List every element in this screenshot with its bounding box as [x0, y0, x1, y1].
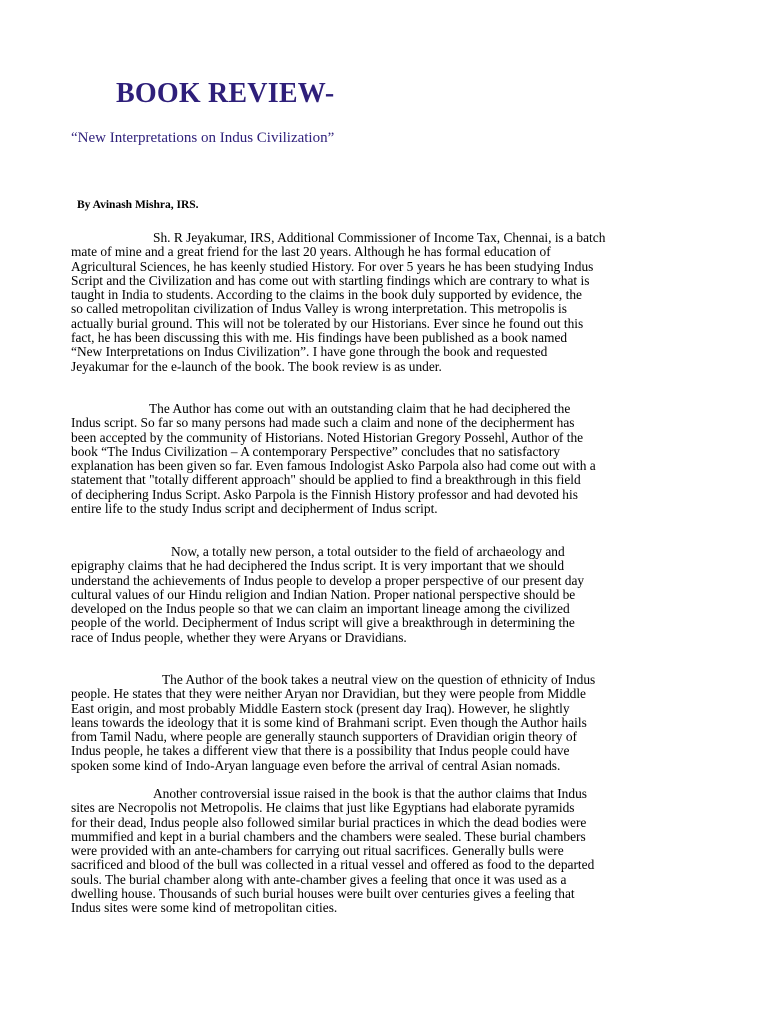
paragraph-line: Sh. R Jeyakumar, IRS, Additional Commissioner of Income Tax, Chennai, is a batch	[153, 230, 606, 245]
paragraph-line: developed on the Indus people so that we can claim an important lineage among the civilized	[71, 601, 570, 617]
paragraph-line: The Author of the book takes a neutral view on the question of ethnicity of Indus	[162, 672, 596, 687]
paragraph-line: from Tamil Nadu, where people are generally staunch supporters of Dravidian origin theory of	[71, 729, 578, 745]
paragraph-line: sacrificed and blood of the bull was collected in a ritual vessel and offered as food to the departed	[71, 857, 595, 873]
paragraph-line: Now, a totally new person, a total outsider to the field of archaeology and	[171, 544, 565, 559]
paragraph-2	[71, 402, 711, 516]
paragraph-line: understand the achievements of Indus people to develop a proper perspective of our present day	[71, 572, 585, 588]
paragraph-line: people. He states that they were neither Aryan nor Dravidian, but they were people from Middle	[71, 686, 586, 702]
paragraph-line: epigraphy claims that he had deciphered the Indus script. It is very important that we should	[71, 558, 565, 574]
paragraph-line: entire life to the study Indus script and decipherment of Indus script.	[71, 501, 438, 517]
paragraph-line: of deciphering Indus Script. Asko Parpola is the Finnish History professor and had devoted his	[71, 486, 578, 502]
book-title-subtitle: “New Interpretations on Indus Civilization”	[71, 130, 335, 146]
paragraph-line: been accepted by the community of Historians. Noted Historian Gregory Possehl, Author of the	[71, 429, 584, 445]
paragraph-line: Indus people, he takes a different view that there is a possibility that Indus people could have	[71, 743, 570, 759]
review-title: BOOK REVIEW-	[116, 78, 335, 109]
paragraph-line: souls. The burial chamber along with ante-chamber gives a feeling that once it was used as a	[71, 871, 567, 887]
paragraph-line: race of Indus people, whether they were Aryans or Dravidians.	[71, 629, 407, 645]
paragraph-line: statement that "totally different approach" should be applied to find a breakthrough in this field	[71, 472, 581, 488]
paragraph-line: explanation has been given so far. Even famous Indologist Asko Parpola also had come out with a	[71, 458, 596, 474]
author-byline: By Avinash Mishra, IRS.	[77, 199, 199, 211]
paragraph-line: mate of mine and a great friend for the last 20 years. Although he has formal education of	[71, 244, 551, 260]
paragraph-line: Indus sites were some kind of metropolitan cities.	[71, 900, 338, 916]
paragraph-line: Script and the Civilization and has come out with startling findings which are contrary to what is	[71, 272, 590, 288]
paragraph-line: Jeyakumar for the e-launch of the book. The book review is as under.	[71, 358, 442, 374]
paragraph-line: dwelling house. Thousands of such burial houses were built over centuries gives a feeling that	[71, 886, 575, 902]
paragraph-line: “New Interpretations on Indus Civilization”. I have gone through the book and requested	[71, 344, 548, 360]
paragraph-line: fact, he has been discussing this with me. His findings have been published as a book named	[71, 330, 568, 346]
paragraph-line: Another controversial issue raised in the book is that the author claims that Indus	[153, 786, 587, 801]
paragraph-line: spoken some kind of Indo-Aryan language even before the arrival of central Asian nomads.	[71, 757, 561, 773]
paragraph-line: mummified and kept in a burial chambers and the chambers were sealed. These burial chambers	[71, 828, 586, 844]
paragraph-line: cultural values of our Hindu religion and Indian Nation. Proper national perspective should be	[71, 586, 576, 602]
paragraph-1	[71, 231, 711, 374]
paragraph-5	[71, 787, 711, 916]
paragraph-line: so called metropolitan civilization of Indus Valley is wrong interpretation. This metropolis is	[71, 301, 567, 317]
paragraph-line: sites are Necropolis not Metropolis. He claims that just like Egyptians had elaborate pyramids	[71, 800, 575, 816]
paragraph-line: Indus script. So far so many persons had made such a claim and none of the decipherment has	[71, 415, 575, 431]
paragraph-line: taught in India to students. According to the claims in the book duly supported by evidence, the	[71, 287, 582, 303]
paragraph-line: actually burial ground. This will not be tolerated by our Historians. Ever since he found out this	[71, 315, 584, 331]
paragraph-line: for their dead, Indus people also followed similar burial practices in which the dead bodies were	[71, 814, 587, 830]
paragraph-line: The Author has come out with an outstanding claim that he had deciphered the	[149, 401, 571, 416]
paragraph-line: book “The Indus Civilization – A contemporary Perspective” concludes that no satisfactory	[71, 443, 560, 459]
paragraph-line: people of the world. Decipherment of Indus script will give a breakthrough in determining the	[71, 615, 575, 631]
paragraph-3	[71, 545, 711, 645]
paragraph-line: leans towards the ideology that it is some kind of Brahmani script. Even though the Author hails	[71, 714, 587, 730]
paragraph-line: Agricultural Sciences, he has keenly studied History. For over 5 years he has been studying Indus	[71, 258, 594, 274]
paragraph-line: were provided with an ante-chambers for carrying out ritual sacrifices. Generally bulls were	[71, 843, 564, 859]
paragraph-4	[71, 673, 711, 773]
paragraph-line: East origin, and most probably Middle Eastern stock (present day Iraq). However, he slightly	[71, 700, 570, 716]
